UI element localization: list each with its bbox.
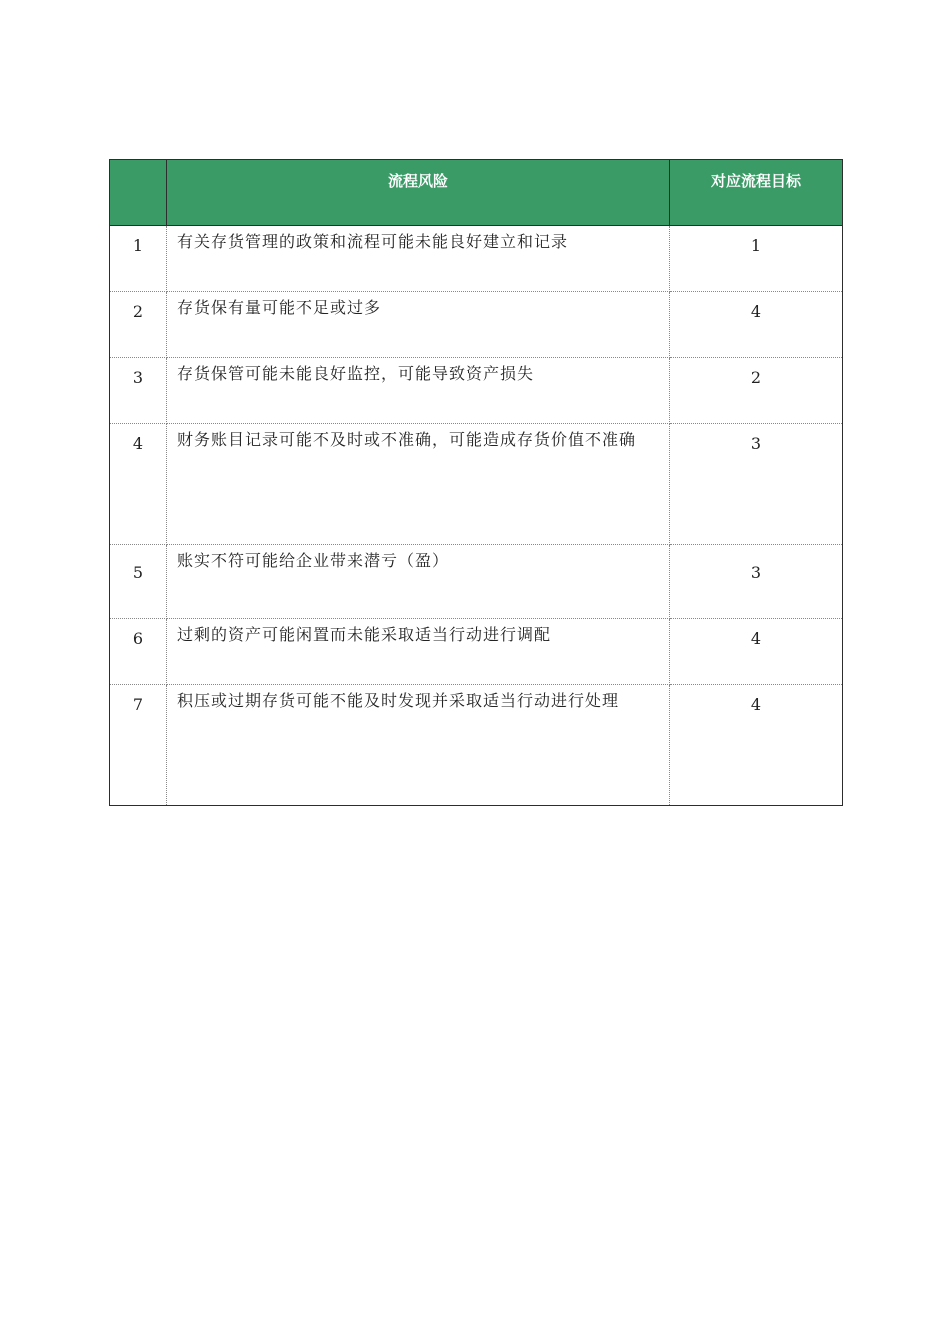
row-goal: 3: [670, 545, 843, 619]
row-risk: 积压或过期存货可能不能及时发现并采取适当行动进行处理: [177, 691, 620, 710]
table-row: [110, 545, 843, 619]
row-risk: 账实不符可能给企业带来潜亏（盈）: [177, 551, 450, 570]
row-index: 7: [110, 685, 167, 806]
table-row: [110, 226, 843, 292]
row-index: 2: [110, 292, 167, 358]
row-index: 4: [110, 424, 167, 545]
header-process-goal: 对应流程目标: [670, 160, 843, 226]
row-goal: 2: [670, 358, 843, 424]
table-row: [110, 292, 843, 358]
table-row: [110, 358, 843, 424]
row-risk: 存货保管可能未能良好监控，可能导致资产损失: [177, 364, 535, 383]
risk-table: [109, 159, 843, 806]
table-row: [110, 619, 843, 685]
table-row: [110, 424, 843, 545]
row-risk: 财务账目记录可能不及时或不准确，可能造成存货价值不准确: [177, 430, 637, 449]
row-goal: 4: [670, 619, 843, 685]
header-process-risk: 流程风险: [167, 160, 670, 226]
row-goal: 1: [670, 226, 843, 292]
row-index: 6: [110, 619, 167, 685]
row-goal: 3: [670, 424, 843, 545]
row-goal: 4: [670, 685, 843, 806]
row-risk: 过剩的资产可能闲置而未能采取适当行动进行调配: [177, 625, 552, 644]
table-header-row: [110, 160, 843, 226]
row-risk: 存货保有量可能不足或过多: [177, 298, 382, 317]
row-index: 3: [110, 358, 167, 424]
row-index: 1: [110, 226, 167, 292]
header-index: [110, 160, 167, 226]
table-row: [110, 685, 843, 806]
row-goal: 4: [670, 292, 843, 358]
row-index: 5: [110, 545, 167, 619]
row-risk: 有关存货管理的政策和流程可能未能良好建立和记录: [177, 232, 569, 251]
